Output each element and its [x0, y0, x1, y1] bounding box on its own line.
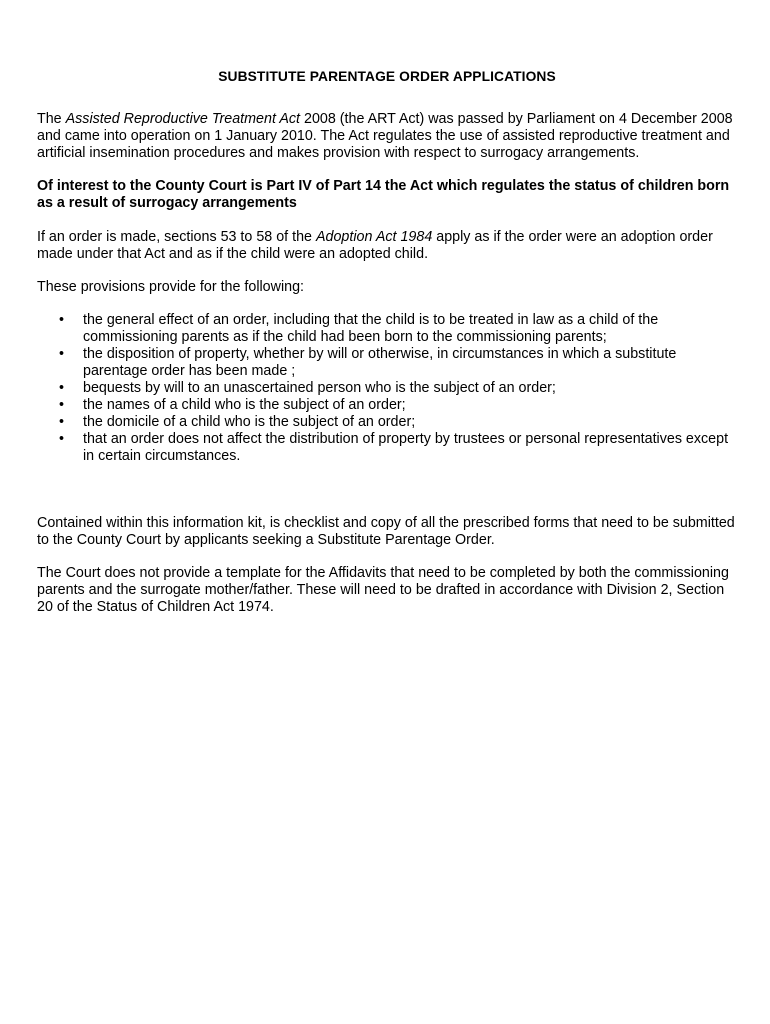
list-item — [37, 397, 737, 414]
intro-text-post: 2008 (the ART Act) was passed by Parliament on 4 December 2008 and came into operation on 1 January 2010. The Act regulates the use of assisted reproductive treatment and artificial insemination procedures and makes provision with respect to surrogacy arrangements. — [37, 111, 733, 161]
interest-paragraph: Of interest to the County Court is Part IV of Part 14 the Act which regulates the status of children born as a result of surrogacy arrangements — [37, 178, 730, 211]
list-item — [37, 380, 737, 397]
list-item-text: the disposition of property, whether by will or otherwise, in circumstances in which a substitute parentage order has been made ; — [83, 346, 677, 379]
bullet-icon: • — [59, 397, 65, 413]
list-item — [37, 431, 737, 465]
bullet-icon: • — [59, 380, 65, 396]
list-item — [37, 414, 737, 431]
intro-paragraph — [37, 111, 737, 162]
affidavit-paragraph: The Court does not provide a template for the Affidavits that need to be completed by both the commissioning parents and the surrogate mother/father. These will need to be drafted in accordance with Division 2, Section 20 of the Status of Children Act 1974. — [37, 565, 729, 615]
bullet-icon: • — [59, 431, 65, 447]
order-paragraph — [37, 229, 737, 263]
info-kit-paragraph: Contained within this information kit, is checklist and copy of all the prescribed forms that need to be submitted to the County Court by applicants seeking a Substitute Parentage Order. — [37, 515, 735, 548]
order-text-post: apply as if the order were an adoption order made under that Act and as if the child were an adopted child. — [37, 229, 713, 262]
bullet-icon: • — [59, 346, 65, 362]
order-text-pre: If an order is made, sections 53 to 58 of the — [37, 229, 316, 245]
list-item-text: the names of a child who is the subject of an order; — [83, 397, 406, 413]
list-item-text: that an order does not affect the distribution of property by trustees or personal representatives except in certain circumstances. — [83, 431, 729, 464]
list-item — [37, 346, 737, 380]
list-item-text: the domicile of a child who is the subject of an order; — [83, 414, 416, 430]
adoption-act-name: Adoption Act 1984 — [315, 229, 433, 245]
list-item-text: the general effect of an order, including that the child is to be treated in law as a child of the commissioning parents as if the child had been born to the commissioning parents; — [83, 312, 659, 345]
document-title: SUBSTITUTE PARENTAGE ORDER APPLICATIONS — [218, 69, 556, 84]
bullet-icon: • — [59, 312, 65, 328]
provisions-list — [37, 312, 737, 465]
list-item-text: bequests by will to an unascertained person who is the subject of an order; — [83, 380, 556, 396]
bullet-icon: • — [59, 414, 65, 430]
act-name: Assisted Reproductive Treatment Act — [65, 111, 301, 127]
document-page — [37, 68, 737, 632]
list-item — [37, 312, 737, 346]
provisions-intro: These provisions provide for the following: — [37, 279, 305, 295]
intro-text-pre: The — [37, 111, 66, 127]
